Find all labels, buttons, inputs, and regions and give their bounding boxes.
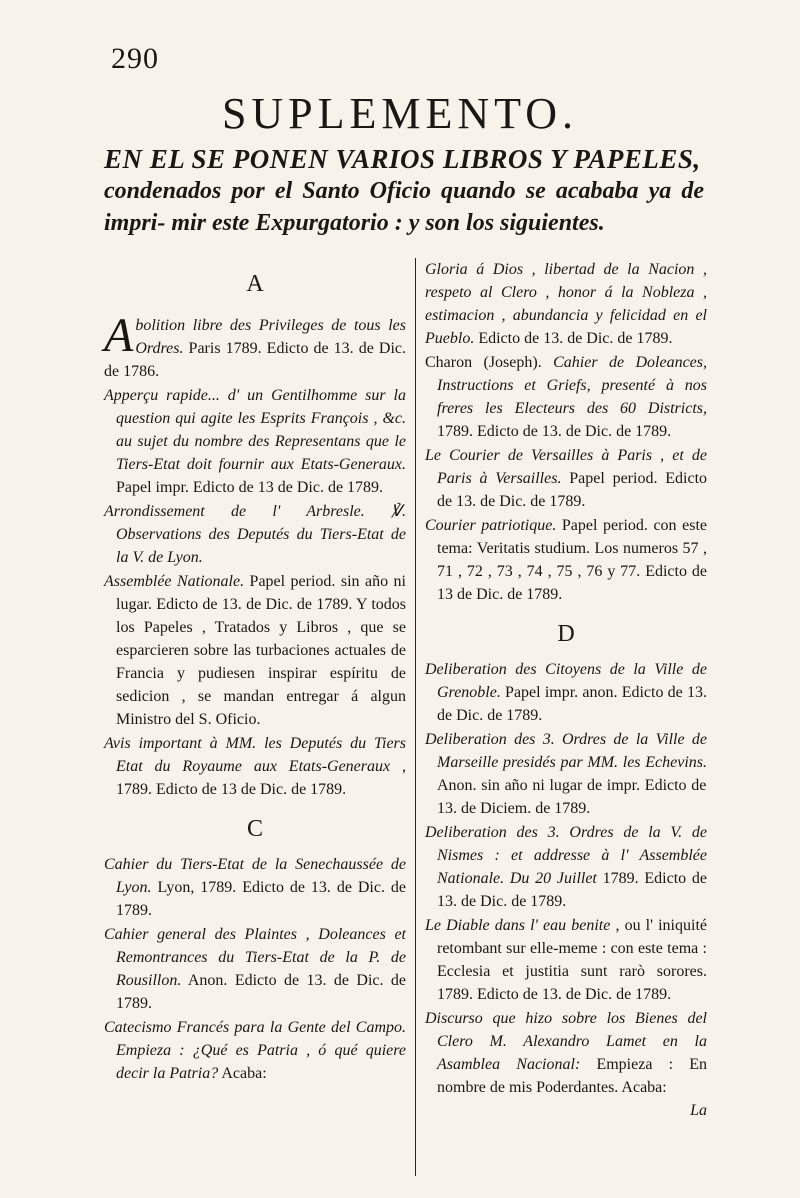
entry-title: bolition libre des Privileges de tous les Ordres. — [135, 317, 406, 357]
entry-deliberation-grenoble — [425, 658, 707, 727]
entry-title: Catecismo Francés para la Gente del Campo. Empieza : ¿Qué es Patria , ó qué quiere decir la Patria? — [104, 1019, 406, 1082]
entry-title: Deliberation des Citoyens de la Ville de Grenoble. — [425, 661, 707, 701]
entry-details: 1789. Edicto de 13. de Dic. de 1789. — [437, 870, 707, 910]
entry-details: Papel period. sin año ni lugar. Edicto de 13. de Dic. de 1789. Y todos los Papeles , Tratados y Libros , que se esparcieren sobre las turbaciones actuales de Francia y pudiesen inspirar espíritu de sedicion , se mandan entregar á algun Ministro del S. Oficio. — [116, 573, 406, 728]
entry-avis — [104, 732, 406, 801]
entry-details: Anon. Edicto de 13. de Dic. de 1789. — [116, 972, 406, 1012]
entry-title: Discurso que hizo sobre los Bienes del Clero M. Alexandro Lamet en la Asamblea Nacional: — [425, 1010, 707, 1073]
entry-details: Papel impr. anon. Edicto de 13. de Dic. de 1789. — [437, 684, 707, 724]
entry-title: Apperçu rapide... d' un Gentilhomme sur la question qui agite les Esprits François , &c. au sujet du nombre des Representans que le Tiers-Etat doit fournir aux Etats-Generaux. — [104, 387, 406, 473]
entry-catecismo — [104, 1016, 406, 1085]
entry-title: Cahier de Doleances, Instructions et Griefs, presenté à nos freres les Electeurs des 60 Districts, — [437, 354, 708, 417]
entry-cahier-general — [104, 923, 406, 1015]
entry-details: 1789. Edicto de 13. de Dic. de 1789. — [437, 423, 672, 440]
entry-title: Deliberation des 3. Ordres de la Ville de Marseille presidés par MM. les Echevins. — [425, 731, 707, 771]
heading-line-2: condenados por el Santo Oficio quando se acababa ya de impri- mir este Expurgatorio : y son los siguientes. — [104, 178, 704, 236]
entry-courier-versailles — [425, 444, 707, 513]
entry-diable — [425, 914, 707, 1006]
drop-cap: A — [104, 309, 134, 362]
entry-cahier-lyon — [104, 853, 406, 922]
entry-details: Papel period. con este tema: Veritatis studium. Los numeros 57 , 71 , 72 , 73 , 74 , 75 , 76 y 77. Edicto de 13 de Dic. de 1789. — [437, 517, 707, 603]
entry-details: Lyon, 1789. Edicto de 13. de Dic. de 1789. — [116, 879, 406, 919]
entry-gloria — [425, 258, 707, 350]
entry-title: Avis important à MM. les Deputés du Tiers Etat du Royaume aux Etats-Generaux — [104, 735, 406, 775]
entry-details: Empieza : En nombre de mis Poderdantes. Acaba: — [437, 1056, 708, 1096]
entry-arrondissement — [104, 500, 406, 569]
entry-title: Courier patriotique. — [425, 517, 557, 534]
entry-details: , ou l' iniquité retombant sur elle-meme : con este tema : Ecclesia et justitia sunt rarò sorores. 1789. Edicto de 13. de Dic. de 1789. — [437, 917, 707, 1003]
entry-details: Papel period. Edicto de 13. de Dic. de 1789. — [437, 470, 708, 510]
page-number: 290 — [111, 42, 159, 75]
entry-title: Assemblée Nationale. — [104, 573, 245, 590]
entry-deliberation-nismes — [425, 821, 707, 913]
entry-abolition — [104, 309, 406, 383]
entry-details: Papel impr. Edicto de 13 de Dic. de 1789. — [116, 479, 384, 496]
entry-assemblee — [104, 570, 406, 731]
entry-title: Cahier general des Plaintes , Doleances et Remontrances du Tiers-Etat de la P. de Rousillon. — [104, 926, 406, 989]
entry-title: Gloria á Dios , libertad de la Nacion , respeto al Clero , honor á la Nobleza , estimacion , abundancia y felicidad en el Pueblo. — [425, 261, 707, 347]
heading-line-1: EN EL SE PONEN VARIOS LIBROS Y PAPELES, — [104, 144, 701, 174]
section-letter-a: A — [246, 271, 264, 297]
left-column — [104, 258, 406, 1085]
entry-discurso — [425, 1007, 707, 1099]
entry-title: Le Diable dans l' eau benite — [425, 917, 611, 934]
entry-details: Edicto de 13. de Dic. de 1789. — [474, 330, 673, 347]
entry-deliberation-marseille — [425, 728, 707, 820]
entry-details: , 1789. Edicto de 13 de Dic. de 1789. — [116, 758, 407, 798]
entry-details: Anon. sin año ni lugar de impr. Edicto de 13. de Diciem. de 1789. — [437, 777, 707, 817]
section-heading — [104, 143, 704, 239]
entry-author: Charon (Joseph). — [425, 354, 554, 371]
entry-title: Arrondissement de l' Arbresle. ℣. Observations des Deputés du Tiers-Etat de la V. de Lyon. — [104, 503, 406, 566]
entry-courier-patriotique — [425, 514, 707, 606]
section-letter-c: C — [246, 816, 263, 842]
catchword: La — [690, 1102, 707, 1119]
right-column — [425, 258, 707, 1122]
page-title: SUPLEMENTO. — [221, 89, 579, 138]
entry-charon — [425, 351, 707, 443]
entry-details: Paris 1789. Edicto de 13. de Dic. de 1786. — [104, 340, 406, 380]
entry-title: Deliberation des 3. Ordres de la V. de Nismes : et addresse à l' Assemblée Nationale. Du 20 Juillet — [425, 824, 707, 887]
entry-title: Le Courier de Versailles à Paris , et de Paris à Versailles. — [425, 447, 707, 487]
column-divider — [415, 258, 416, 1176]
entry-title: Cahier du Tiers-Etat de la Senechaussée de Lyon. — [104, 856, 406, 896]
entry-appercu — [104, 384, 406, 499]
entry-details: Acaba: — [218, 1065, 267, 1082]
section-letter-d: D — [557, 621, 575, 647]
